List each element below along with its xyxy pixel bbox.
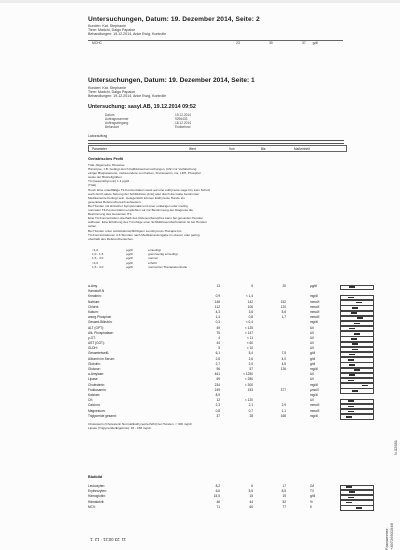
t4-row: [88, 265, 348, 269]
parameter-name: Globulin:: [88, 361, 101, 366]
t4-cell: 1,0 - 1,5: [92, 252, 104, 257]
results-header: [88, 145, 347, 152]
note-line: Medikamente bedingt sein. Gelegentlich können Euthyreote Hunde ein: [88, 195, 185, 200]
range-high: 4,5: [281, 361, 286, 366]
meta-row: Datum 19.12.2014: [105, 113, 191, 117]
note-line: Hämolyse, z.B. bedingt durch Fallblutwertversuchungen, führt zur Verfälschung: [88, 167, 197, 172]
t4-cell: µg/dl: [126, 260, 133, 265]
range-indicator-fill: [351, 338, 357, 340]
parameter-name: Erythrozyten:: [88, 489, 107, 494]
parameter-name: Lipase:: [88, 377, 99, 382]
parameter-value: 0,9: [215, 294, 220, 299]
parameter-unit: U/l: [310, 372, 314, 377]
range-high: 7,5: [281, 351, 286, 356]
fax-id: N.02581: [393, 440, 398, 456]
range-indicator-fill: [348, 380, 354, 382]
page2-row-mchc: [92, 41, 343, 45]
range-low: < 1,4: [245, 294, 253, 299]
range-low: 0,8: [248, 315, 253, 320]
page2-title: Untersuchungen, Datum: 19. Dezember 2014, Seite: 2: [88, 16, 260, 23]
page1-info-1: Kunden: Kat. Stephanie: [88, 86, 126, 90]
range-indicator-fill: [354, 333, 360, 335]
range-indicator-fill: [346, 486, 352, 488]
range-low: 6: [251, 484, 253, 488]
table-row: [88, 414, 388, 419]
parameter-value: 2,8: [215, 356, 220, 361]
parameter-unit: mg/dl: [310, 367, 318, 371]
page2-info-3: Behandlungen: 19.12.2014, Anke Ewig, Kontrolle: [88, 32, 167, 36]
parameter-name: anorg.Phosphat:: [88, 315, 112, 320]
range-low: 28: [249, 413, 253, 418]
note-line: selten.: [88, 224, 98, 229]
note-line: Eine T4-Konzentration oberhalb des Referenzbereiches kann bei gesunden Hunden: [88, 216, 204, 221]
parameter-unit: U/l: [310, 325, 314, 330]
range-indicator-fill: [349, 364, 355, 366]
range-high: 77: [282, 504, 286, 509]
header-parameter: Parameter: [92, 146, 107, 151]
parameter-unit: U/l: [310, 377, 314, 382]
parameter-value: 46: [216, 499, 220, 504]
parameter-name: a-Amy: [88, 284, 98, 288]
parameter-value: 0,3: [215, 320, 220, 325]
t4-interpretation-table: [88, 248, 348, 269]
range-low: 142: [247, 299, 253, 304]
note-line: Bei Hunden unter substitutionspflichtigem Levothyroxin-Therapie bis: [88, 228, 182, 233]
page2-info-1: Kunden: Kat. Stephanie: [88, 24, 126, 28]
t4-cell: 1,5 - 4,0: [92, 264, 104, 269]
range-indicator: [340, 505, 374, 510]
range-high: 5,6: [281, 309, 286, 314]
range-low: < 1250: [243, 372, 253, 377]
parameter-unit: µmol/l: [310, 387, 319, 392]
note-line: auch durch akute Störung der Schilddrüse (Anti) oder durch die Gabe bestimmter: [88, 191, 200, 196]
page1-info-2: Tiere: Madchi, Dalgo Papaion: [88, 90, 136, 94]
parameter-unit: U/l: [310, 346, 314, 351]
note-line: Lipase (Triglyceride/Ergebnis): 18 - 158 mg/dl: [88, 426, 151, 431]
scan-noise: [0, 0, 400, 3]
note-line: T4-Konzentrationen 4-6 Stunden nach Medikamentengabe im oberen oder gering: [88, 232, 200, 237]
t4-cell: erhöht: [148, 260, 157, 265]
page2-row-lo: 30: [269, 41, 273, 45]
parameter-value: 1,4: [215, 315, 220, 320]
range-high: 2,9: [281, 403, 286, 408]
range-high: 126: [280, 367, 286, 371]
range-low: 57: [249, 367, 253, 371]
range-indicator-fill: [356, 302, 362, 304]
range-indicator: [340, 414, 374, 419]
parameter-unit: T/l: [310, 489, 314, 494]
parameter-name: Alk. Phosphatase:: [88, 330, 114, 335]
note-line: oberhalb des Referenzbereiches.: [88, 236, 134, 241]
note-line: Cholesterin (Cholesterin Normal/Euthyreot/erhöht) bei Hunden: < 300 mg/dl: [88, 422, 192, 426]
range-high: 168: [280, 413, 286, 418]
parameter-unit: U/l: [310, 330, 314, 335]
range-indicator-fill: [354, 369, 360, 371]
range-low: < 147: [244, 330, 253, 335]
parameter-name: Kreatinin:: [88, 294, 102, 299]
parameter-value: 249: [214, 387, 220, 392]
page2-row-unit: g/dl: [312, 41, 318, 45]
parameter-value: 234: [214, 382, 220, 387]
results-notes: [88, 422, 348, 430]
t4-cell: µg/dl: [126, 252, 133, 257]
parameter-name: a-Amylase:: [88, 372, 104, 377]
meta-row: Befundart Endbefund: [105, 125, 191, 129]
parameter-value: 44: [216, 341, 220, 346]
note-line: T4al. Allgemeine Hinweise:: [88, 163, 126, 167]
parameter-unit: µg/dl: [310, 284, 317, 288]
parameter-value: 4: [218, 335, 220, 340]
parameter-unit: mmol/l: [310, 403, 320, 408]
range-high: 377: [280, 387, 286, 392]
range-low: < 11: [246, 335, 253, 340]
parameter-name: Harnstoff-N: [88, 289, 105, 294]
range-indicator-fill: [354, 323, 360, 325]
parameter-unit: mmol/l: [310, 408, 320, 413]
parameter-name: Leukozyten:: [88, 484, 106, 488]
range-low: 2,6: [248, 356, 253, 361]
parameter-value: 112: [214, 304, 220, 309]
range-high: 1,7: [281, 315, 286, 320]
header-to: Bis: [261, 146, 266, 151]
parameter-name: Hämoglobin:: [88, 494, 106, 499]
parameter-unit: mg/dl: [310, 320, 318, 325]
range-indicator-fill: [346, 416, 352, 418]
parameter-value: 37: [216, 413, 220, 418]
parameter-unit: G/l: [310, 484, 315, 488]
t4-cell: >4,0: [92, 260, 99, 265]
parameter-unit: U/l: [310, 341, 314, 346]
parameter-name: CK:: [88, 398, 94, 403]
parameter-value: 6,6: [215, 489, 220, 494]
parameter-unit: U/l: [310, 335, 314, 340]
note-line: Bei Hunden mit klinischer Symptomatik und einer unklarigen oder niedrig: [88, 203, 188, 208]
parameter-name: Calcium:: [88, 403, 101, 408]
parameter-unit: mmol/l: [310, 299, 320, 304]
parameter-name: Hämatokrit:: [88, 499, 105, 504]
parameter-value: 49: [216, 325, 220, 330]
parameter-name: Triglyceride gesamt:: [88, 413, 117, 418]
exam-meta: [105, 113, 191, 129]
range-low: 3,6: [248, 309, 253, 314]
range-indicator-fill: [348, 406, 354, 408]
page1-title: Untersuchungen, Datum: 19. Dezember 2014, Seite: 1: [88, 77, 255, 84]
parameter-unit: g/dl: [310, 361, 316, 366]
parameter-value: 2,3: [215, 403, 220, 408]
range-low: < 125: [244, 325, 253, 330]
parameter-unit: g/dl: [310, 494, 316, 499]
parameter-value: 2,7: [215, 361, 220, 366]
range-low: < 300: [244, 382, 253, 387]
t4-cell: grenzwertig erniedrigt: [148, 252, 178, 257]
meta-row: Auftragseingang 18.12.2014: [105, 121, 191, 125]
parameter-name: ALT (GPT):: [88, 325, 104, 330]
parameter-unit: mg/dl: [310, 392, 318, 397]
exam-title: Untersuchung: sasyl.AB, 19.12.2014 09:52: [88, 104, 196, 110]
range-low: 44: [249, 499, 253, 504]
section-blood: Blutbild: [88, 475, 103, 479]
range-high: 1,1: [281, 408, 286, 413]
note-line: (T4al): [88, 183, 97, 188]
parameter-value: 5: [218, 346, 220, 351]
note-line: auftreten. Eine Erhöhung des T4 infolge einer Schilddrüsenüberfunktion ist bei Hunden: [88, 220, 207, 225]
parameter-unit: mmol/l: [310, 309, 320, 314]
parameter-value: 6,1: [215, 351, 220, 356]
range-high: 152: [280, 299, 286, 304]
parameter-value: 0,8: [215, 408, 220, 413]
range-high: 17: [282, 484, 286, 488]
fax-number: Faxnummer: +49726501946: [384, 523, 394, 550]
note-line: T4 (Gesamtthyroxin) 1 4 µg/dl: [88, 179, 129, 184]
range-low: 5,4: [248, 351, 253, 356]
range-low: < 60: [246, 341, 253, 346]
lab-label: Laborauftrag: [88, 134, 108, 138]
range-indicator-fill: [352, 343, 358, 345]
parameter-name: y-GT:: [88, 335, 96, 340]
parameter-unit: fl: [310, 504, 312, 509]
parameter-unit: mg/dl: [310, 294, 318, 299]
parameter-value: 96: [216, 367, 220, 371]
t4-cell: <1,0: [92, 248, 99, 252]
range-low: 5,5: [248, 489, 253, 494]
note-line: Hund: Eine unauffällige T4-Konzentration weist auf eine euthyreote Lage hin, kein Schutz: [88, 187, 211, 192]
parameter-value: 12: [216, 398, 220, 403]
range-indicator-fill: [356, 507, 362, 509]
results-table: [88, 284, 388, 419]
range-low: 0,7: [248, 408, 253, 413]
header-from: Von: [229, 146, 235, 151]
header-value: Wert: [189, 146, 196, 151]
t4-cell: µg/dl: [126, 264, 133, 269]
page1-info-3: Behandlungen: 19.12.2014, Anke Ewig, Kontrolle: [88, 94, 167, 98]
range-low: 106: [247, 304, 253, 309]
range-low: < 280: [244, 377, 253, 382]
page2-row-hi: 37: [302, 41, 306, 45]
parameter-unit: %: [310, 499, 313, 504]
parameter-value: 461: [214, 372, 220, 377]
lab-rule: [88, 140, 344, 144]
parameter-name: Fruktosamin:: [88, 387, 107, 392]
parameter-value: 15,5: [213, 494, 220, 499]
range-indicator-fill: [348, 411, 354, 413]
page2-row-name: MCHC: [92, 41, 102, 45]
parameter-unit: g/dl: [310, 356, 316, 361]
range-indicator-fill: [352, 349, 358, 351]
range-low: < 0,4: [245, 320, 253, 325]
parameter-value: 13: [216, 284, 220, 288]
range-high: 4,0: [281, 356, 286, 361]
range-low: 5: [251, 284, 253, 288]
parameter-unit: mmol/l: [310, 304, 320, 309]
fax-timestamp: 11 :23 00:21 · 12 :1: [90, 537, 127, 542]
range-low: 60: [249, 504, 253, 509]
range-indicator-fill: [348, 297, 354, 299]
note-line: gesenktes Referenzbereich aufweisen.: [88, 199, 142, 204]
t4-cell: normal: [148, 256, 158, 261]
t4-cell: µg/dl: [126, 256, 133, 261]
meta-row: Auftragsnummer 9296433: [105, 117, 188, 121]
parameter-name: Chlorid:: [88, 304, 99, 309]
parameter-name: Kalzium:: [88, 392, 101, 397]
parameter-unit: mmol/l: [310, 315, 320, 320]
note-line: sowie der Blutzellgrößen.: [88, 175, 123, 180]
range-high: 8,5: [281, 489, 286, 494]
range-high: 52: [282, 499, 286, 504]
range-indicator-fill: [349, 328, 355, 330]
range-indicator-fill: [348, 359, 354, 361]
range-indicator-fill: [349, 374, 355, 376]
range-indicator-fill: [357, 317, 363, 319]
range-indicator-fill: [349, 286, 355, 288]
range-indicator-fill: [362, 385, 368, 387]
parameter-value: 148: [214, 299, 220, 304]
range-low: 15: [249, 494, 253, 499]
parameter-name: MCV:: [88, 504, 96, 509]
t4-cell: normal bei Therapiekontrolle: [148, 264, 188, 269]
range-low: < 10: [246, 346, 253, 351]
section-geriatric: Geriatrisches Profil: [88, 157, 124, 161]
parameter-unit: mg/dl: [310, 382, 318, 387]
range-high: 19: [282, 494, 286, 499]
parameter-name: AST (GOT):: [88, 341, 105, 346]
range-low: 2,0: [248, 361, 253, 366]
range-low: 153: [247, 387, 253, 392]
parameter-value: 4,3: [215, 309, 220, 314]
parameter-name: Glukose:: [88, 367, 101, 371]
range-indicator-fill: [352, 307, 358, 309]
parameter-value: 71: [216, 504, 220, 509]
page2-row-value: 23: [236, 41, 240, 45]
parameter-name: Magnesium:: [88, 408, 106, 413]
parameter-value: 8,9: [215, 392, 220, 397]
geriatric-notes: [88, 163, 348, 241]
parameter-value: 8,2: [215, 484, 220, 488]
parameter-name: Kalium:: [88, 309, 99, 314]
blood-table: [88, 484, 388, 510]
t4-cell: µg/dl: [126, 248, 133, 252]
header-unit: Maßeinheit: [294, 146, 310, 151]
parameter-name: Gesamt-Bilirubin:: [88, 320, 113, 325]
range-indicator-fill: [352, 390, 358, 392]
note-line: einiger Blutparameter, insbesondere von Kalium, Fruktosamin, Ca, LDH, Phosphor: [88, 171, 202, 176]
parameter-name: Gesamteiweiß:: [88, 351, 110, 356]
parameter-value: 75: [216, 330, 220, 335]
t4-cell: 1,5 - 4,0: [92, 256, 104, 261]
range-low: < 120: [244, 398, 253, 403]
parameter-name: GLDH:: [88, 346, 98, 351]
parameter-name: Albumin im Serum:: [88, 356, 115, 361]
range-low: 2,1: [248, 403, 253, 408]
parameter-name: Cholesterin:: [88, 382, 106, 387]
parameter-name: Natrium:: [88, 299, 101, 304]
range-indicator-fill: [346, 502, 352, 504]
parameter-unit: U/l: [310, 398, 314, 403]
parameter-unit: g/dl: [310, 351, 316, 356]
range-indicator-fill: [349, 354, 355, 356]
range-indicator-fill: [348, 497, 354, 499]
parameter-unit: mg/dl: [310, 413, 318, 418]
table-row: [88, 505, 388, 510]
note-line: normalen T4-Konzentration empfehlen wir zur Bestimmung der Diagnose die: [88, 208, 194, 213]
range-indicator-fill: [348, 400, 354, 402]
note-line: Bestimmung des Gesamten fT4.: [88, 212, 133, 217]
parameter-value: 69: [216, 377, 220, 382]
range-indicator-fill: [349, 491, 355, 493]
range-high: 120: [280, 304, 286, 309]
range-high: 20: [282, 284, 286, 288]
range-indicator-fill: [351, 312, 357, 314]
page2-info-2: Tiere: Madchi, Dalgo Papaion: [88, 28, 136, 32]
t4-cell: erniedrigt: [148, 248, 161, 252]
